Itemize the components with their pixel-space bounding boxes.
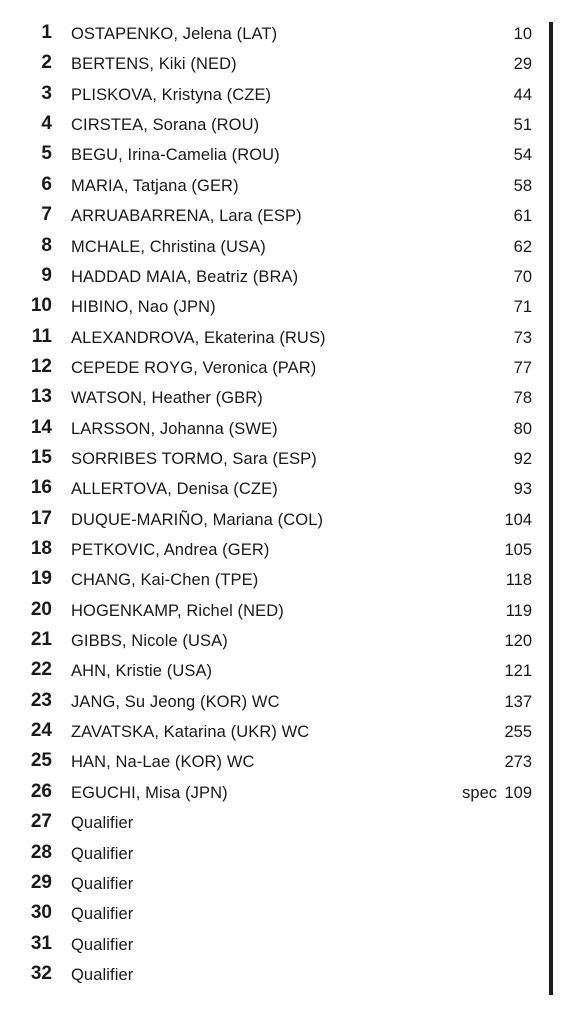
seed-number: 2 xyxy=(41,52,52,74)
player-name: Qualifier xyxy=(71,935,134,954)
ranking-value: 70 xyxy=(513,267,532,286)
entry-row xyxy=(0,564,560,594)
entry-row xyxy=(0,686,560,716)
entry-row xyxy=(0,959,560,989)
player-name: CEPEDE ROYG, Veronica (PAR) xyxy=(71,358,317,377)
seed-number: 19 xyxy=(30,568,52,590)
seed-number: 28 xyxy=(30,841,52,863)
ranking-value: 105 xyxy=(504,541,532,559)
ranking-value: 119 xyxy=(505,601,532,620)
seed-number: 17 xyxy=(30,507,52,529)
entry-row xyxy=(0,868,560,898)
player-name: MARIA, Tatjana (GER) xyxy=(71,176,239,195)
entry-row xyxy=(0,595,560,625)
entry-row xyxy=(0,929,560,959)
player-name: PETKOVIC, Andrea (GER) xyxy=(71,541,270,559)
player-name: CHANG, Kai-Chen (TPE) xyxy=(71,571,259,590)
ranking-value: 29 xyxy=(513,55,532,74)
ranking-value: 273 xyxy=(504,753,532,772)
entry-row xyxy=(0,473,560,503)
entry-row xyxy=(0,777,560,807)
ranking-value: 118 xyxy=(505,571,532,590)
player-name: HOGENKAMP, Richel (NED) xyxy=(71,601,284,620)
player-name: HADDAD MAIA, Beatriz (BRA) xyxy=(71,267,299,286)
seed-number: 20 xyxy=(30,598,52,620)
entry-row xyxy=(0,322,560,352)
entry-row xyxy=(0,352,560,382)
entry-row xyxy=(0,413,560,443)
entry-row xyxy=(0,504,560,534)
player-name: AHN, Kristie (USA) xyxy=(71,662,213,681)
ranking-value: 61 xyxy=(513,207,532,226)
entry-row xyxy=(0,534,560,564)
player-name: LARSSON, Johanna (SWE) xyxy=(71,419,278,438)
seed-number: 26 xyxy=(30,780,52,802)
ranking-value: 255 xyxy=(504,723,532,742)
player-name: HIBINO, Nao (JPN) xyxy=(71,298,216,317)
seed-number: 4 xyxy=(41,113,52,135)
seed-number: 18 xyxy=(30,538,52,559)
ranking-value: 44 xyxy=(513,85,532,104)
seed-number: 32 xyxy=(30,962,52,984)
player-name: GIBBS, Nicole (USA) xyxy=(71,632,228,650)
ranking-value: 104 xyxy=(504,510,532,529)
seed-number: 14 xyxy=(30,416,52,438)
ranking-value: 10 xyxy=(513,25,532,43)
player-name: ARRUABARRENA, Lara (ESP) xyxy=(71,207,302,226)
entry-row xyxy=(0,716,560,746)
player-name: WATSON, Heather (GBR) xyxy=(71,389,263,408)
seed-number: 27 xyxy=(30,811,52,833)
player-name: Qualifier xyxy=(71,874,134,893)
entry-row xyxy=(0,655,560,685)
entry-row xyxy=(0,838,560,868)
entry-row xyxy=(0,807,560,837)
seed-number: 6 xyxy=(41,173,52,195)
seed-number: 5 xyxy=(41,143,52,165)
seed-number: 23 xyxy=(30,689,52,711)
seed-number: 3 xyxy=(41,82,52,104)
player-name: MCHALE, Christina (USA) xyxy=(71,237,266,256)
entry-row xyxy=(0,746,560,776)
vertical-rule xyxy=(549,22,553,995)
entry-row xyxy=(0,200,560,230)
player-name: CIRSTEA, Sorana (ROU) xyxy=(71,116,260,135)
seed-number: 7 xyxy=(41,204,52,226)
seed-number: 21 xyxy=(30,629,52,650)
seed-number: 13 xyxy=(30,386,52,408)
ranking-value: 93 xyxy=(513,480,532,499)
player-name: SORRIBES TORMO, Sara (ESP) xyxy=(71,449,317,468)
entry-row xyxy=(0,625,560,655)
player-name: ALEXANDROVA, Ekaterina (RUS) xyxy=(71,328,326,347)
player-name: OSTAPENKO, Jelena (LAT) xyxy=(71,25,278,43)
player-name: ALLERTOVA, Denisa (CZE) xyxy=(71,480,278,499)
ranking-value: 121 xyxy=(504,662,532,681)
ranking-value: 62 xyxy=(513,237,532,256)
seed-number: 10 xyxy=(30,295,52,317)
seed-number: 24 xyxy=(30,720,52,742)
seed-number: 9 xyxy=(41,264,52,286)
entry-tag: spec xyxy=(462,783,497,802)
ranking-value: 77 xyxy=(513,358,532,377)
ranking-value: 137 xyxy=(504,692,532,711)
player-name: Qualifier xyxy=(71,965,134,984)
seed-number: 25 xyxy=(30,750,52,772)
player-name: Qualifier xyxy=(71,814,134,833)
entry-row xyxy=(0,443,560,473)
seed-number: 22 xyxy=(30,659,52,681)
ranking-value: 58 xyxy=(513,176,532,195)
seed-number: 30 xyxy=(30,902,52,924)
entry-row xyxy=(0,109,560,139)
seed-number: 11 xyxy=(31,325,52,347)
player-name: Qualifier xyxy=(71,905,134,924)
player-name: HAN, Na-Lae (KOR) WC xyxy=(71,753,255,772)
ranking-value: 120 xyxy=(504,632,532,650)
seed-number: 15 xyxy=(30,446,52,468)
seed-number: 31 xyxy=(30,932,52,954)
entry-row xyxy=(0,79,560,109)
entry-row xyxy=(0,18,560,48)
ranking-value: 73 xyxy=(513,328,532,347)
seed-number: 8 xyxy=(41,234,52,256)
player-name: ZAVATSKA, Katarina (UKR) WC xyxy=(71,723,310,742)
entry-row xyxy=(0,231,560,261)
ranking-value: 109 xyxy=(504,783,532,802)
player-name: BERTENS, Kiki (NED) xyxy=(71,55,237,74)
ranking-value: 92 xyxy=(513,449,532,468)
player-name: DUQUE-MARIÑO, Mariana (COL) xyxy=(71,510,324,529)
ranking-value: 51 xyxy=(513,116,532,135)
player-name: EGUCHI, Misa (JPN) xyxy=(71,783,228,802)
entry-row xyxy=(0,291,560,321)
entry-row xyxy=(0,898,560,928)
player-name: JANG, Su Jeong (KOR) WC xyxy=(71,692,280,711)
entry-row xyxy=(0,170,560,200)
seed-number: 29 xyxy=(30,871,52,893)
seed-number: 12 xyxy=(30,355,52,377)
ranking-value: 80 xyxy=(513,419,532,438)
ranking-value: 71 xyxy=(513,298,532,317)
ranking-value: 54 xyxy=(513,146,532,165)
ranking-value: 78 xyxy=(513,389,532,408)
entry-row xyxy=(0,261,560,291)
player-name: Qualifier xyxy=(71,844,134,863)
player-name: PLISKOVA, Kristyna (CZE) xyxy=(71,85,272,104)
entry-row xyxy=(0,48,560,78)
seed-number: 16 xyxy=(30,477,52,499)
entry-row xyxy=(0,382,560,412)
seed-number: 1 xyxy=(41,22,52,43)
entry-row xyxy=(0,139,560,169)
player-name: BEGU, Irina-Camelia (ROU) xyxy=(71,146,280,165)
